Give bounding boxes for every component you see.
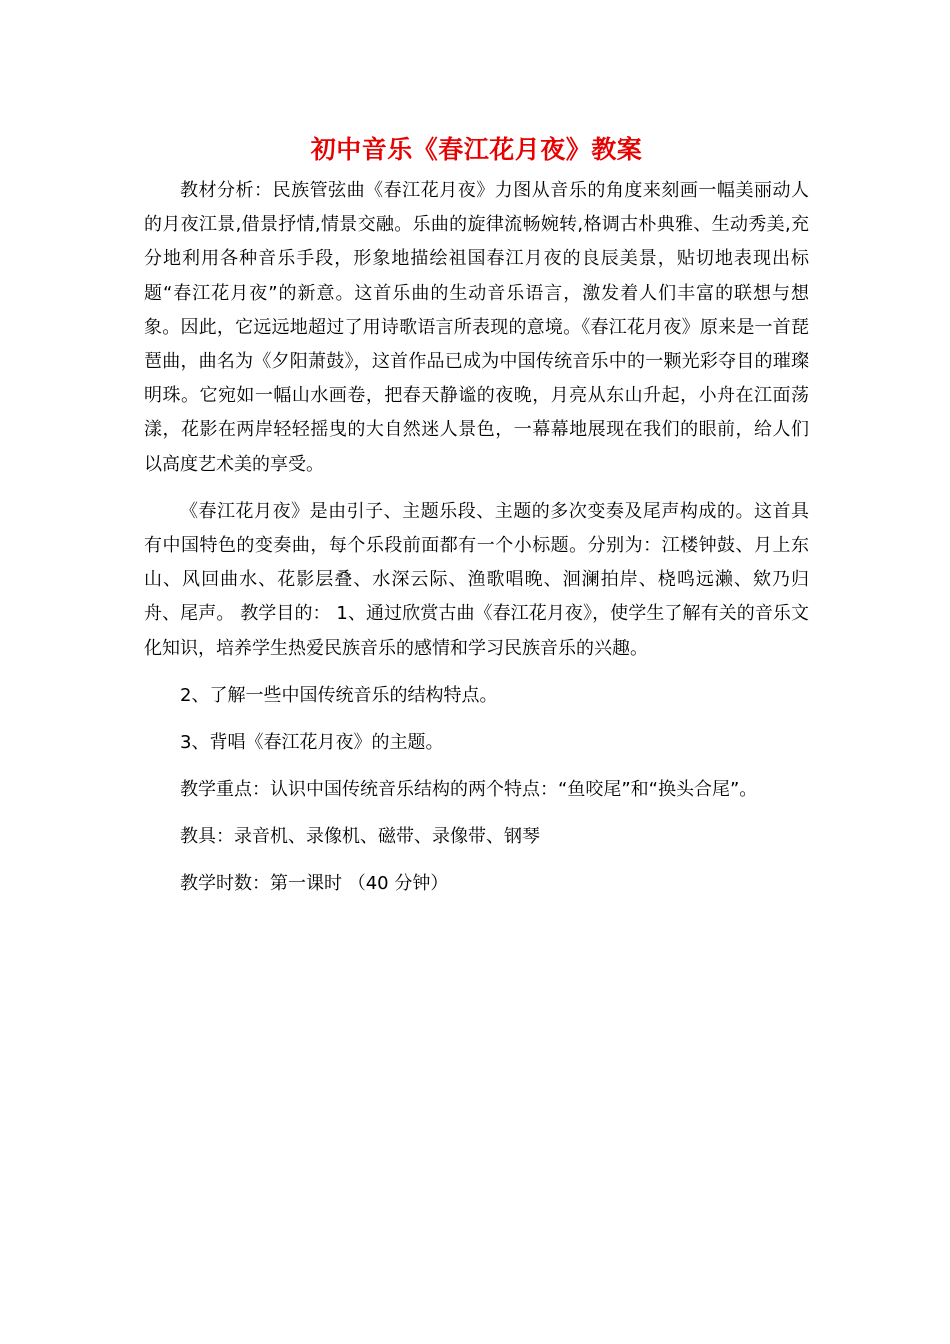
document-page: [144, 130, 809, 914]
teaching-hours: 教学时数：第一课时 （40 分钟）: [180, 872, 449, 894]
list-block: [144, 679, 809, 901]
paragraph-analysis: 教材分析：民族管弦曲《春江花月夜》力图从音乐的角度来刻画一幅美丽动人的月夜江景,借景抒情,情景交融。乐曲的旋律流畅婉转,格调古朴典雅、生动秀美,充分地利用各种音乐手段，形象地描绘祖国春江月夜的良辰美景，贴切地表现出标题“春江花月夜”的新意。这首乐曲的生动音乐语言，激发着人们丰富的联想与想象。因此，它远远地超过了用诗歌语言所表现的意境。《春江花月夜》原来是一首琵琶曲，曲名为《夕阳萧鼓》，这首作品已成为中国传统音乐中的一颗光彩夺目的璀璨明珠。它宛如一幅山水画卷，把春天静谧的夜晚，月亮从东山升起，小舟在江面荡漾，花影在两岸轻轻摇曳的大自然迷人景色，一幕幕地展现在我们的眼前，给人们以高度艺术美的享受。: [144, 180, 809, 475]
document-title: 初中音乐《春江花月夜》教案: [310, 135, 643, 164]
goal-item-2: 2、了解一些中国传统音乐的结构特点。: [180, 684, 498, 706]
teaching-aids: 教具：录音机、录像机、磁带、录像带、钢琴: [180, 825, 540, 847]
goal-item-3: 3、背唱《春江花月夜》的主题。: [180, 731, 444, 753]
teaching-focus: 教学重点：认识中国传统音乐结构的两个特点：“鱼咬尾”和“换头合尾”。: [180, 778, 758, 800]
paragraph-structure-goals: 《春江花月夜》是由引子、主题乐段、主题的多次变奏及尾声构成的。这首具有中国特色的变奏曲，每个乐段前面都有一个小标题。分别为：江楼钟鼓、月上东山、风回曲水、花影层叠、水深云际、渔歌唱晚、洄澜拍岸、桡鸣远濑、欸乃归舟、尾声。 教学目的： 1、通过欣赏古曲《春江花月夜》，使学生了解有关的音乐文化知识，培养学生热爱民族音乐的感情和学习民族音乐的兴趣。: [144, 500, 809, 659]
